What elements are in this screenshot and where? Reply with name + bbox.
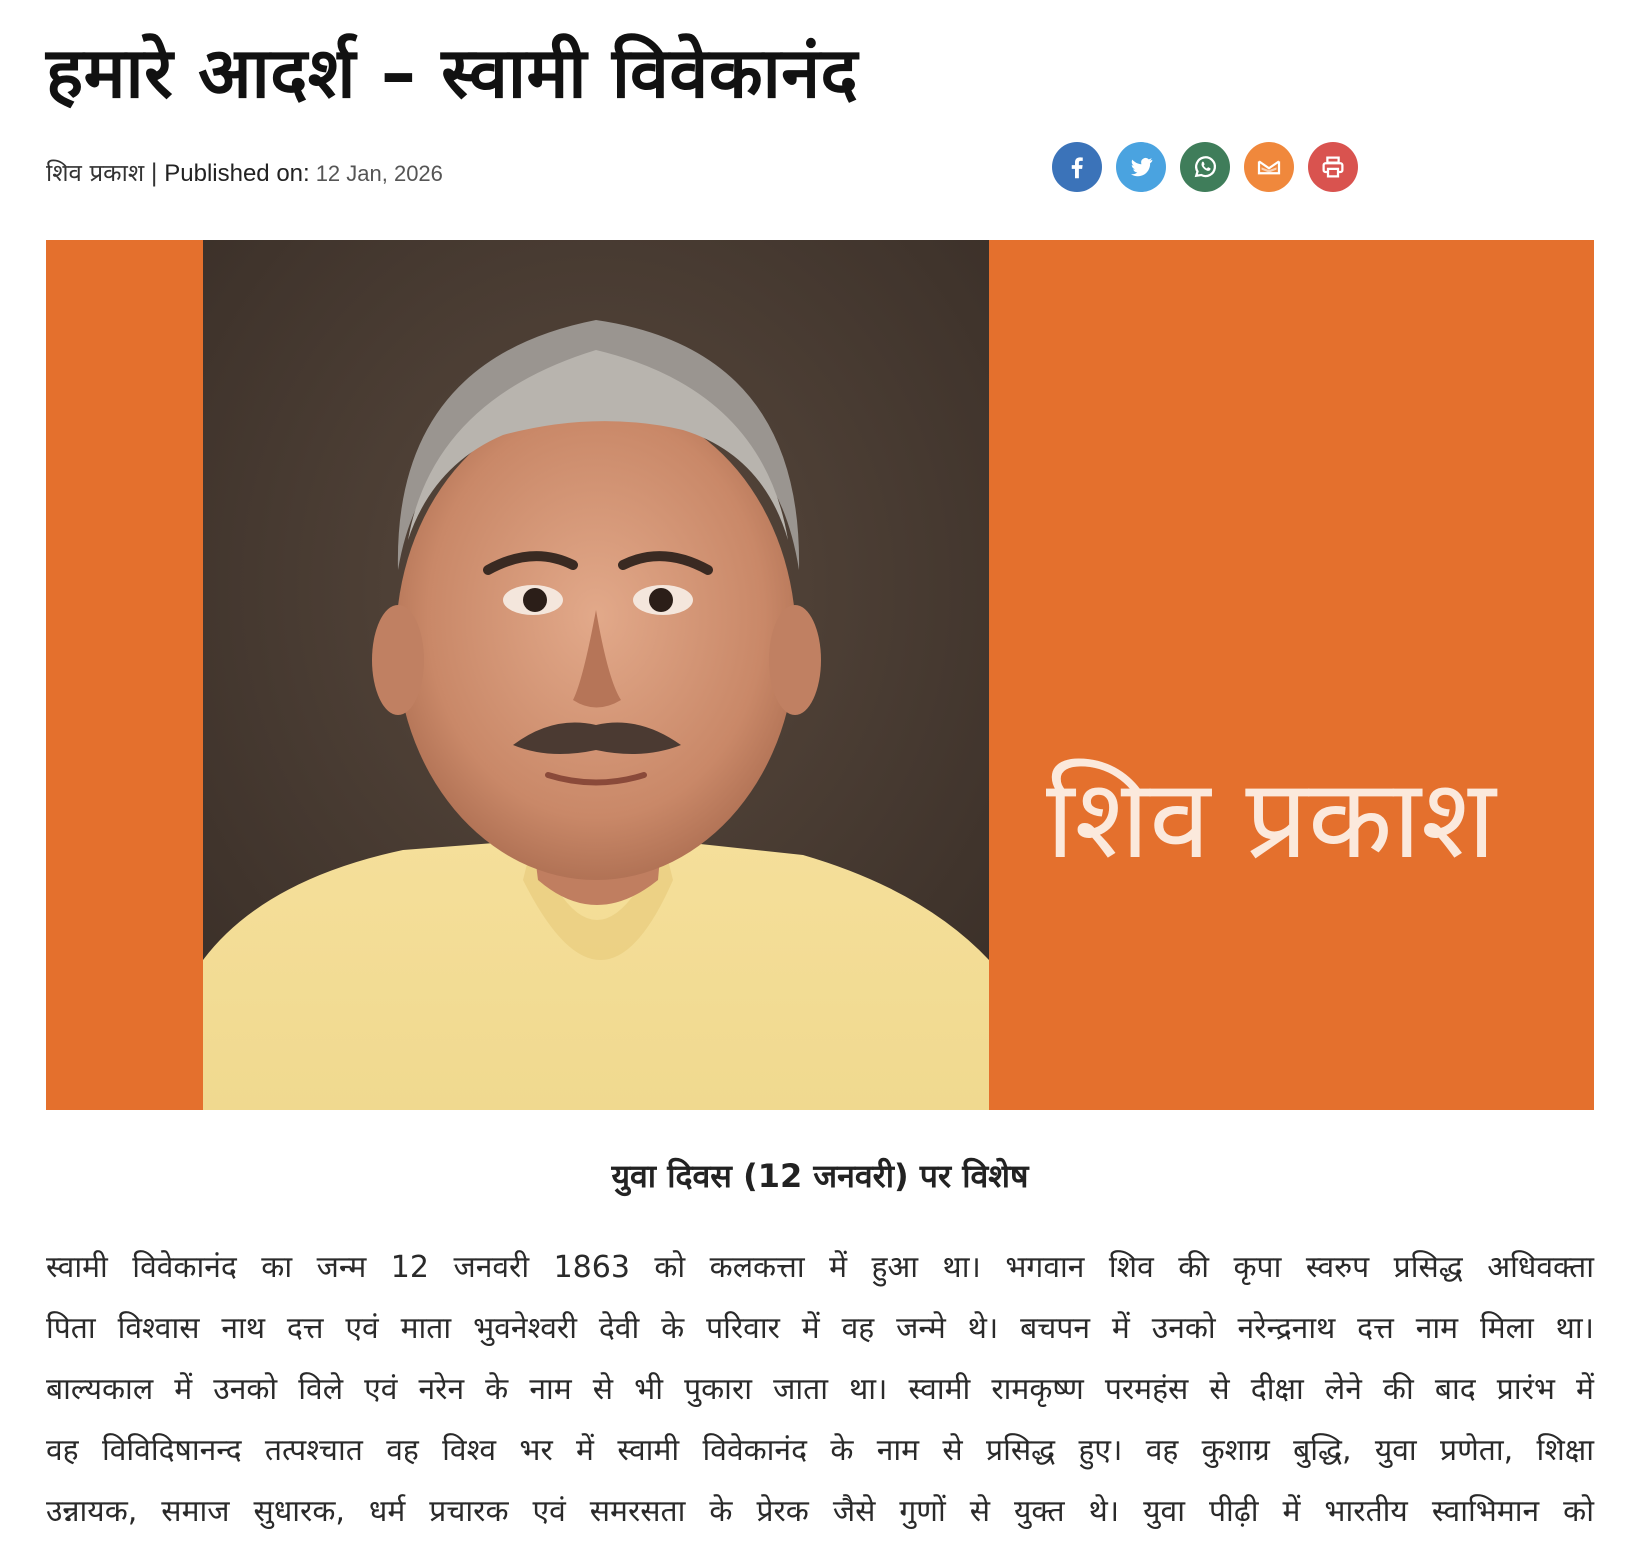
facebook-icon	[1062, 152, 1092, 182]
facebook-share-button[interactable]	[1052, 142, 1102, 192]
article-title: हमारे आदर्श – स्वामी विवेकानंद	[46, 32, 859, 114]
byline	[46, 156, 443, 189]
hero-image	[46, 240, 1594, 1110]
body-line: पिता विश्वास नाथ दत्त एवं माता भुवनेश्वरी देवी के परिवार में वह जन्मे थे। बचपन में उनको नरेन्द्रनाथ दत्त नाम मिला था।	[46, 1311, 1594, 1346]
article-body	[46, 1237, 1594, 1542]
byline-separator: |	[150, 159, 159, 187]
email-share-button[interactable]	[1244, 142, 1294, 192]
meta-row	[46, 142, 1594, 222]
body-line: उन्नायक, समाज सुधारक, धर्म प्रचारक एवं समरसता के प्रेरक जैसे गुणों से युक्त थे। युवा पीढ़ी में भारतीय स्वाभिमान को	[46, 1494, 1594, 1529]
author-name[interactable]: शिव प्रकाश	[46, 159, 145, 187]
print-button[interactable]	[1308, 142, 1358, 192]
share-bar	[1052, 142, 1358, 192]
whatsapp-icon	[1190, 152, 1220, 182]
body-line: स्वामी विवेकानंद का जन्म 12 जनवरी 1863 को कलकत्ता में हुआ था। भगवान शिव की कृपा स्वरुप प्रसिद्ध अधिवक्ता	[46, 1250, 1594, 1285]
article-subheading: युवा दिवस (12 जनवरी) पर विशेष	[611, 1157, 1029, 1195]
whatsapp-share-button[interactable]	[1180, 142, 1230, 192]
twitter-icon	[1126, 152, 1156, 182]
published-date: 12 Jan, 2026	[315, 161, 443, 186]
body-line: वह विविदिषानन्द तत्पश्चात वह विश्व भर में स्वामी विवेकानंद के नाम से प्रसिद्ध हुए। वह कुशाग्र बुद्धि, युवा प्रणेता, शिक्षा	[46, 1433, 1594, 1468]
hero-author-name: शिव प्रकाश	[1046, 755, 1496, 883]
body-line: बाल्यकाल में उनको विले एवं नरेन के नाम से भी पुकारा जाता था। स्वामी रामकृष्ण परमहंस से दीक्षा लेने की बाद प्रारंभ में	[46, 1372, 1594, 1407]
email-icon	[1254, 152, 1284, 182]
print-icon	[1318, 152, 1348, 182]
author-portrait	[203, 240, 989, 1110]
portrait-illustration	[203, 240, 989, 1110]
published-label: Published on:	[164, 160, 310, 187]
twitter-share-button[interactable]	[1116, 142, 1166, 192]
article	[46, 0, 1594, 1542]
